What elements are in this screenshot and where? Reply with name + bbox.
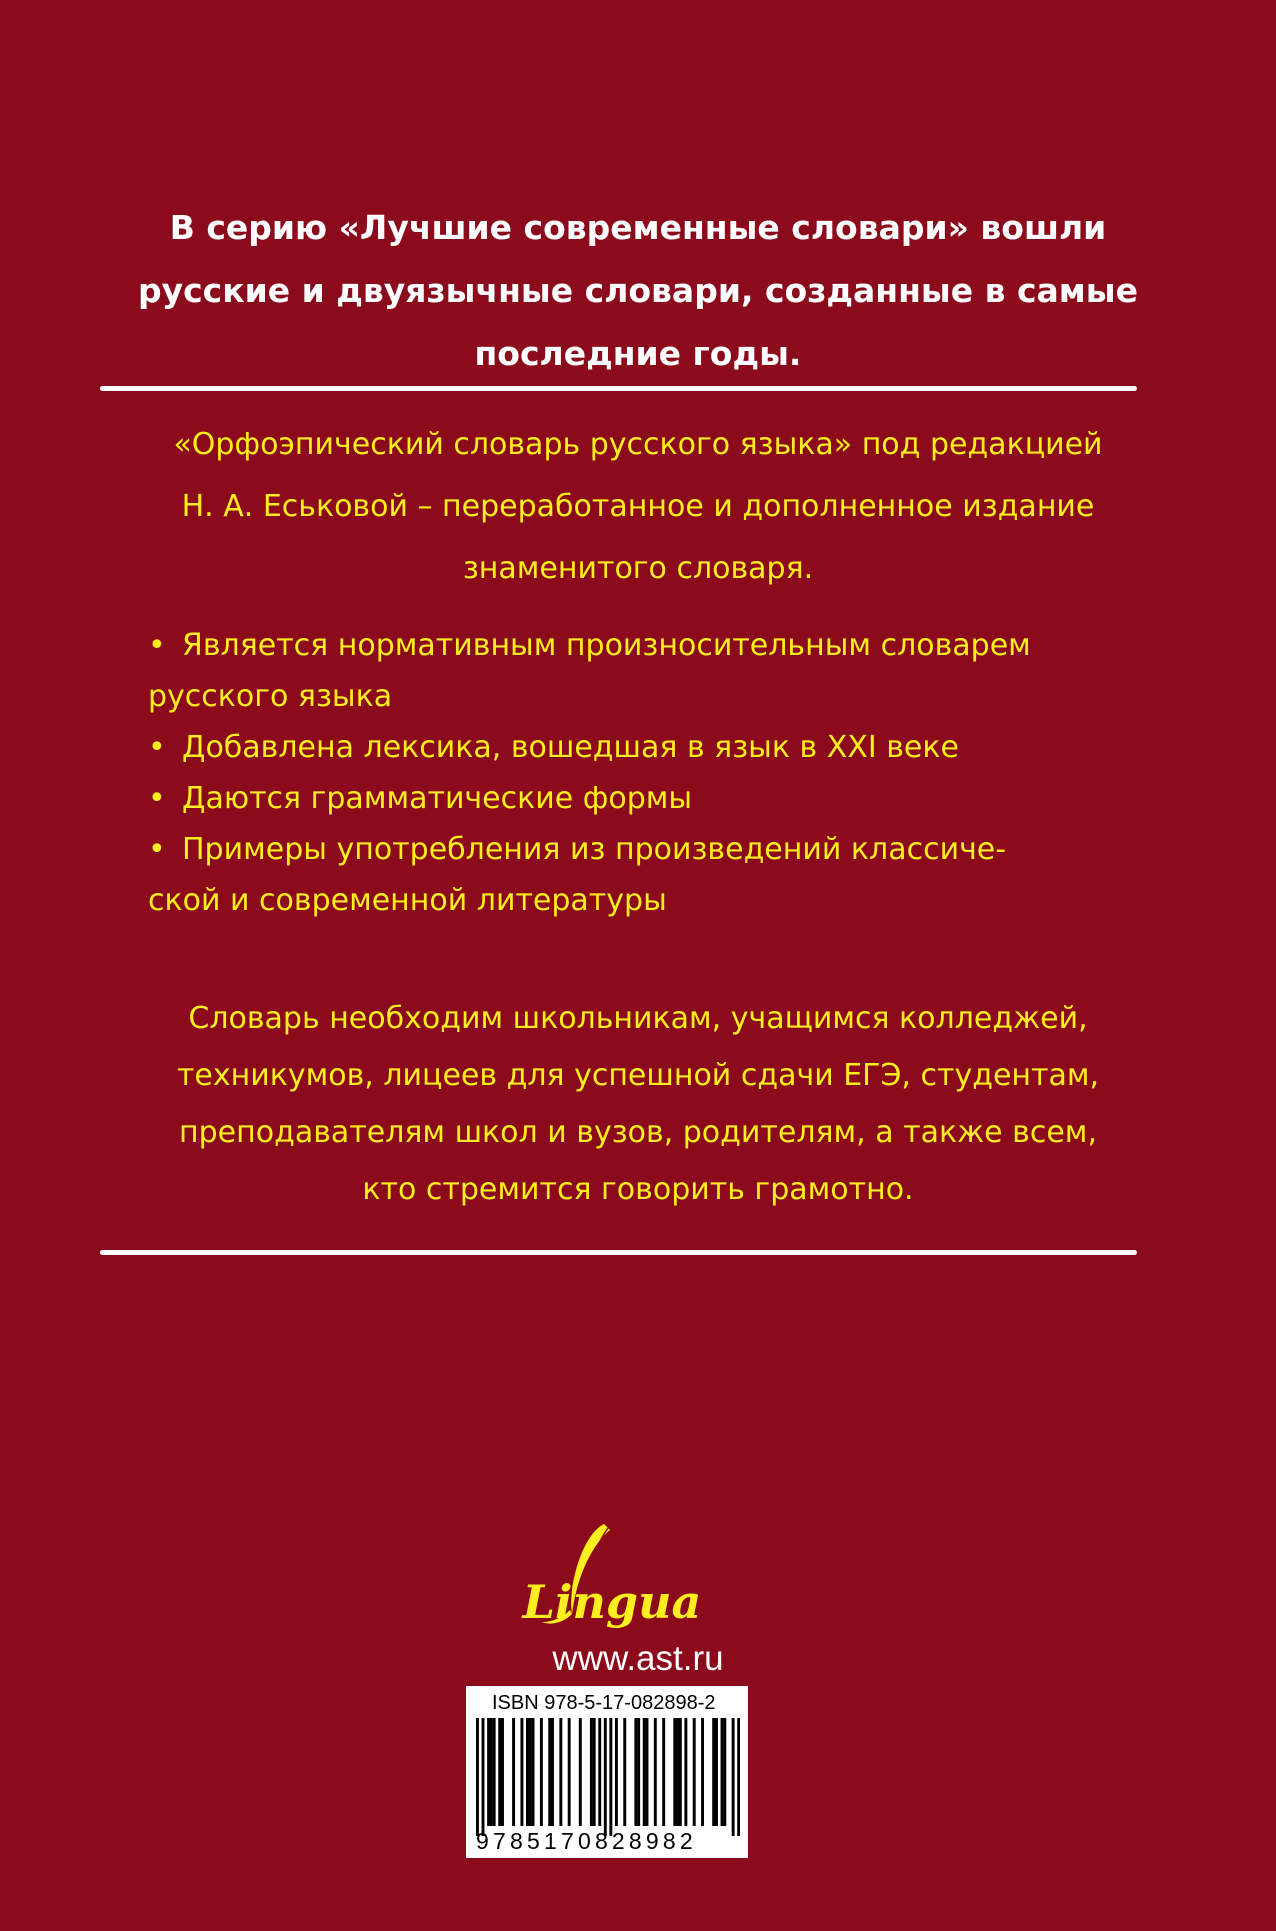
bullet: • [148, 832, 166, 867]
feature-text: ской и современной литературы [148, 883, 667, 918]
barcode-bar [482, 1718, 485, 1836]
description-line: знаменитого словаря. [462, 551, 814, 586]
barcode-bar [673, 1718, 676, 1826]
barcode-block [466, 1686, 748, 1858]
barcode-bar [493, 1718, 496, 1826]
bullet: • [148, 730, 166, 765]
bullet: • [148, 781, 166, 816]
barcode-bar [551, 1718, 554, 1826]
barcode-bar [590, 1718, 593, 1826]
description-line: Н. А. Еськовой – переработанное и дополненное издание [181, 489, 1095, 524]
feature-text: Даются грамматические формы [182, 781, 693, 816]
barcode [476, 1718, 740, 1836]
barcode-bar [679, 1718, 682, 1826]
barcode-bar [568, 1718, 571, 1826]
barcode-bar [615, 1718, 618, 1826]
audience-line: кто стремится говорить грамотно. [362, 1172, 914, 1207]
barcode-bar [609, 1718, 612, 1836]
barcode-bar [490, 1718, 493, 1826]
audience-line: Словарь необходим школьникам, учащимся колледжей, [188, 1001, 1088, 1036]
barcode-bar [654, 1718, 657, 1826]
barcode-digits: 9785170828982 [476, 1828, 697, 1854]
publisher-website[interactable]: www.ast.ru [552, 1639, 724, 1678]
description-line: «Орфоэпический словарь русского языка» под редакцией [173, 427, 1103, 462]
barcode-bar [732, 1718, 735, 1836]
barcode-bar [643, 1718, 646, 1826]
isbn-label: ISBN 978-5-17-082898-2 [492, 1692, 716, 1714]
barcode-bar [662, 1718, 665, 1826]
barcode-bar [559, 1718, 562, 1826]
series-intro-line: последние годы. [474, 334, 802, 373]
barcode-bar [737, 1718, 740, 1836]
feature-text: русского языка [148, 679, 393, 714]
barcode-bar [721, 1718, 724, 1826]
logo-text: Lingua [522, 1575, 702, 1629]
feature-item [148, 824, 1228, 926]
barcode-bar [526, 1718, 529, 1826]
feature-text: Является нормативным произносительным словарем [182, 628, 1031, 663]
barcode-bar [593, 1718, 596, 1826]
barcode-bar [623, 1718, 626, 1826]
barcode-bar [512, 1718, 515, 1826]
barcode-bar [676, 1718, 679, 1826]
top-divider [100, 386, 1137, 391]
barcode-bar [520, 1718, 523, 1826]
series-intro-line: русские и двуязычные словари, созданные в самые [137, 271, 1139, 310]
feature-text: Примеры употребления из произведений классиче- [182, 832, 1007, 867]
barcode-bar [693, 1718, 696, 1826]
feature-item [148, 620, 1228, 722]
barcode-bar [476, 1718, 479, 1836]
feature-list [148, 620, 1228, 926]
dictionary-description [60, 414, 1216, 600]
barcode-bar [637, 1718, 640, 1826]
barcode-bar [634, 1718, 637, 1826]
bullet: • [148, 628, 166, 663]
series-intro [90, 196, 1186, 385]
barcode-bar [701, 1718, 704, 1826]
series-intro-line: В серию «Лучшие современные словари» вошли [169, 208, 1107, 247]
barcode-bar [579, 1718, 582, 1826]
bottom-divider [100, 1250, 1137, 1255]
barcode-bar [715, 1718, 718, 1826]
feature-text: Добавлена лексика, вошедшая в язык в XXI веке [182, 730, 959, 765]
barcode-bar [498, 1718, 501, 1826]
barcode-bar [487, 1718, 490, 1826]
barcode-bar [501, 1718, 504, 1826]
barcode-bar [646, 1718, 649, 1826]
feature-item [148, 773, 1228, 824]
feature-item [148, 722, 1228, 773]
audience-line: преподавателям школ и вузов, родителям, а также всем, [179, 1115, 1097, 1150]
barcode-bar [548, 1718, 551, 1826]
barcode-bar [723, 1718, 726, 1826]
barcode-bar [532, 1718, 535, 1826]
barcode-bar [540, 1718, 543, 1826]
barcode-bar [598, 1718, 601, 1826]
barcode-bar [712, 1718, 715, 1826]
barcode-bar [604, 1718, 607, 1836]
barcode-bar [529, 1718, 532, 1826]
audience-line: техникумов, лицеев для успешной сдачи ЕГЭ, студентам, [176, 1058, 1100, 1093]
target-audience [60, 990, 1216, 1218]
barcode-bar [684, 1718, 687, 1826]
lingua-logo [512, 1518, 712, 1638]
